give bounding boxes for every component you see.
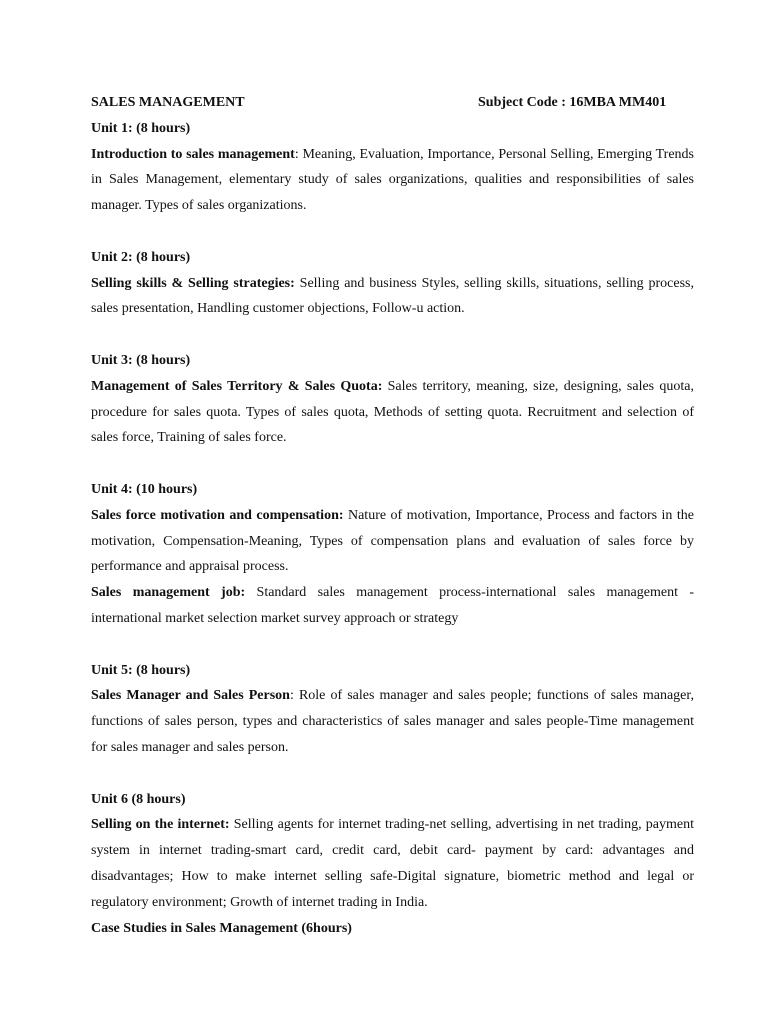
unit-6 bbox=[91, 787, 694, 916]
unit-4 bbox=[91, 477, 694, 632]
subject-code: Subject Code : 16MBA MM401 bbox=[478, 95, 667, 110]
document-header bbox=[91, 90, 694, 116]
unit-description bbox=[91, 683, 694, 760]
section-lead: Selling on the internet: bbox=[91, 817, 230, 833]
unit-1 bbox=[91, 116, 694, 219]
unit-heading: Unit 3: (8 hours) bbox=[91, 352, 191, 368]
unit-description bbox=[91, 374, 694, 451]
unit-description bbox=[91, 812, 694, 915]
section-lead: Introduction to sales management bbox=[91, 146, 295, 162]
unit-description bbox=[91, 580, 694, 632]
unit-heading: Unit 4: (10 hours) bbox=[91, 481, 198, 497]
spacer bbox=[91, 761, 694, 787]
section-lead: Selling skills & Selling strategies: bbox=[91, 275, 295, 291]
section-text: : Role of sales manager and sales people; functions of sales manager, functions of sales person, types and characteristics of sales manager and sales people-Time management for sales manager and sales person. bbox=[91, 688, 694, 755]
unit-heading: Unit 2: (8 hours) bbox=[91, 249, 191, 265]
unit-description bbox=[91, 503, 694, 580]
section-lead: Sales Manager and Sales Person bbox=[91, 688, 290, 704]
section-lead: Management of Sales Territory & Sales Quota: bbox=[91, 378, 383, 394]
section-text: : Meaning, Evaluation, Importance, Personal Selling, Emerging Trends in Sales Management, elementary study of sales organizations, qualities and responsibilities of sales manager. Types of sales organizations. bbox=[91, 146, 694, 214]
section-text: Selling and business Styles, selling skills, situations, selling process, sales presentation, Handling customer objections, Follow-u action. bbox=[91, 275, 694, 317]
spacer bbox=[91, 451, 694, 477]
unit-heading: Unit 1: (8 hours) bbox=[91, 120, 191, 136]
section-lead: Sales force motivation and compensation: bbox=[91, 507, 344, 523]
section-text: Selling agents for internet trading-net selling, advertising in net trading, payment system in internet trading-smart card, credit card, debit card- payment by card: advantages and disadvantages; How to make internet selling safe-Digital signature, biometric method and legal or regulatory environment; Growth of internet trading in India. bbox=[91, 817, 694, 910]
spacer bbox=[91, 219, 694, 245]
unit-3 bbox=[91, 348, 694, 451]
section-text: Standard sales management process-international sales management - international market selection market survey approach or strategy bbox=[91, 585, 695, 626]
section-lead: Sales management job: bbox=[91, 585, 246, 601]
unit-5 bbox=[91, 658, 694, 761]
unit-heading: Unit 5: (8 hours) bbox=[91, 662, 191, 678]
unit-description bbox=[91, 271, 694, 323]
case-studies-heading: Case Studies in Sales Management (6hours) bbox=[91, 920, 352, 936]
syllabus-page bbox=[91, 90, 694, 941]
unit-description bbox=[91, 142, 694, 219]
unit-heading: Unit 6 (8 hours) bbox=[91, 791, 186, 807]
course-title: SALES MANAGEMENT bbox=[91, 95, 245, 110]
unit-2 bbox=[91, 245, 694, 322]
section-text: Nature of motivation, Importance, Process and factors in the motivation, Compensation-Meaning, Types of compensation plans and evaluation of sales force by performance and appraisal process. bbox=[91, 507, 694, 575]
spacer bbox=[91, 322, 694, 348]
spacer bbox=[91, 632, 694, 658]
section-text: Sales territory, meaning, size, designing, sales quota, procedure for sales quota. Types of sales quota, Methods of setting quota. Recruitment and selection of sales force, Training of sales force. bbox=[91, 378, 695, 446]
